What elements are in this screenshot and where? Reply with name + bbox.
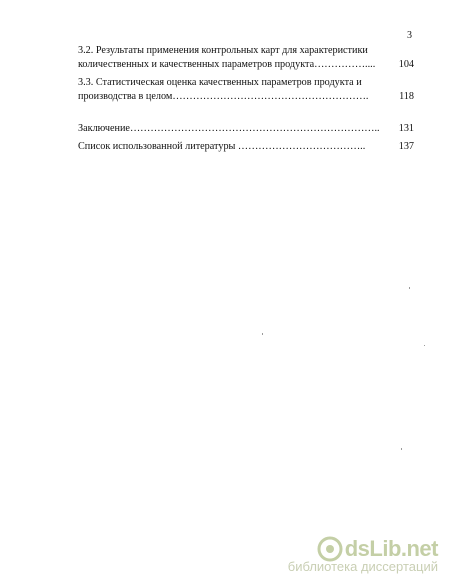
table-of-contents: [78, 44, 414, 154]
toc-entry-title-line: количественных и качественных параметров продукта……………....: [78, 59, 376, 70]
toc-entry-3-2: [78, 44, 414, 72]
toc-entry-conclusion: [78, 122, 414, 136]
toc-entry-title-line: 3.2. Результаты применения контрольных карт для характеристики: [78, 45, 368, 56]
scan-speck: [409, 287, 410, 289]
page-number: 3: [407, 30, 412, 41]
scan-speck: [401, 448, 402, 450]
watermark-logo-text: dsLib.net: [344, 536, 438, 561]
toc-entry-title-line: Список использованной литературы ………………………………..: [78, 141, 366, 152]
toc-entry-references: [78, 140, 414, 154]
toc-entry-title-line: 3.3. Статистическая оценка качественных параметров продукта и: [78, 77, 362, 88]
scan-speck: [262, 333, 263, 335]
watermark-tagline: библиотека диссертаций: [287, 559, 438, 574]
toc-entry-page: 118: [399, 91, 414, 102]
toc-entry-page: 104: [398, 59, 414, 70]
toc-entry-title-line: Заключение………………………………………………………………..: [78, 123, 380, 134]
toc-entry-page: 137: [398, 141, 414, 152]
toc-entry-page: 131: [398, 123, 414, 134]
toc-entry-3-3: [78, 76, 414, 104]
watermark: [288, 536, 438, 574]
toc-entry-title-line: производства в целом………………………………………………….: [78, 91, 369, 102]
scan-speck: [424, 345, 425, 346]
